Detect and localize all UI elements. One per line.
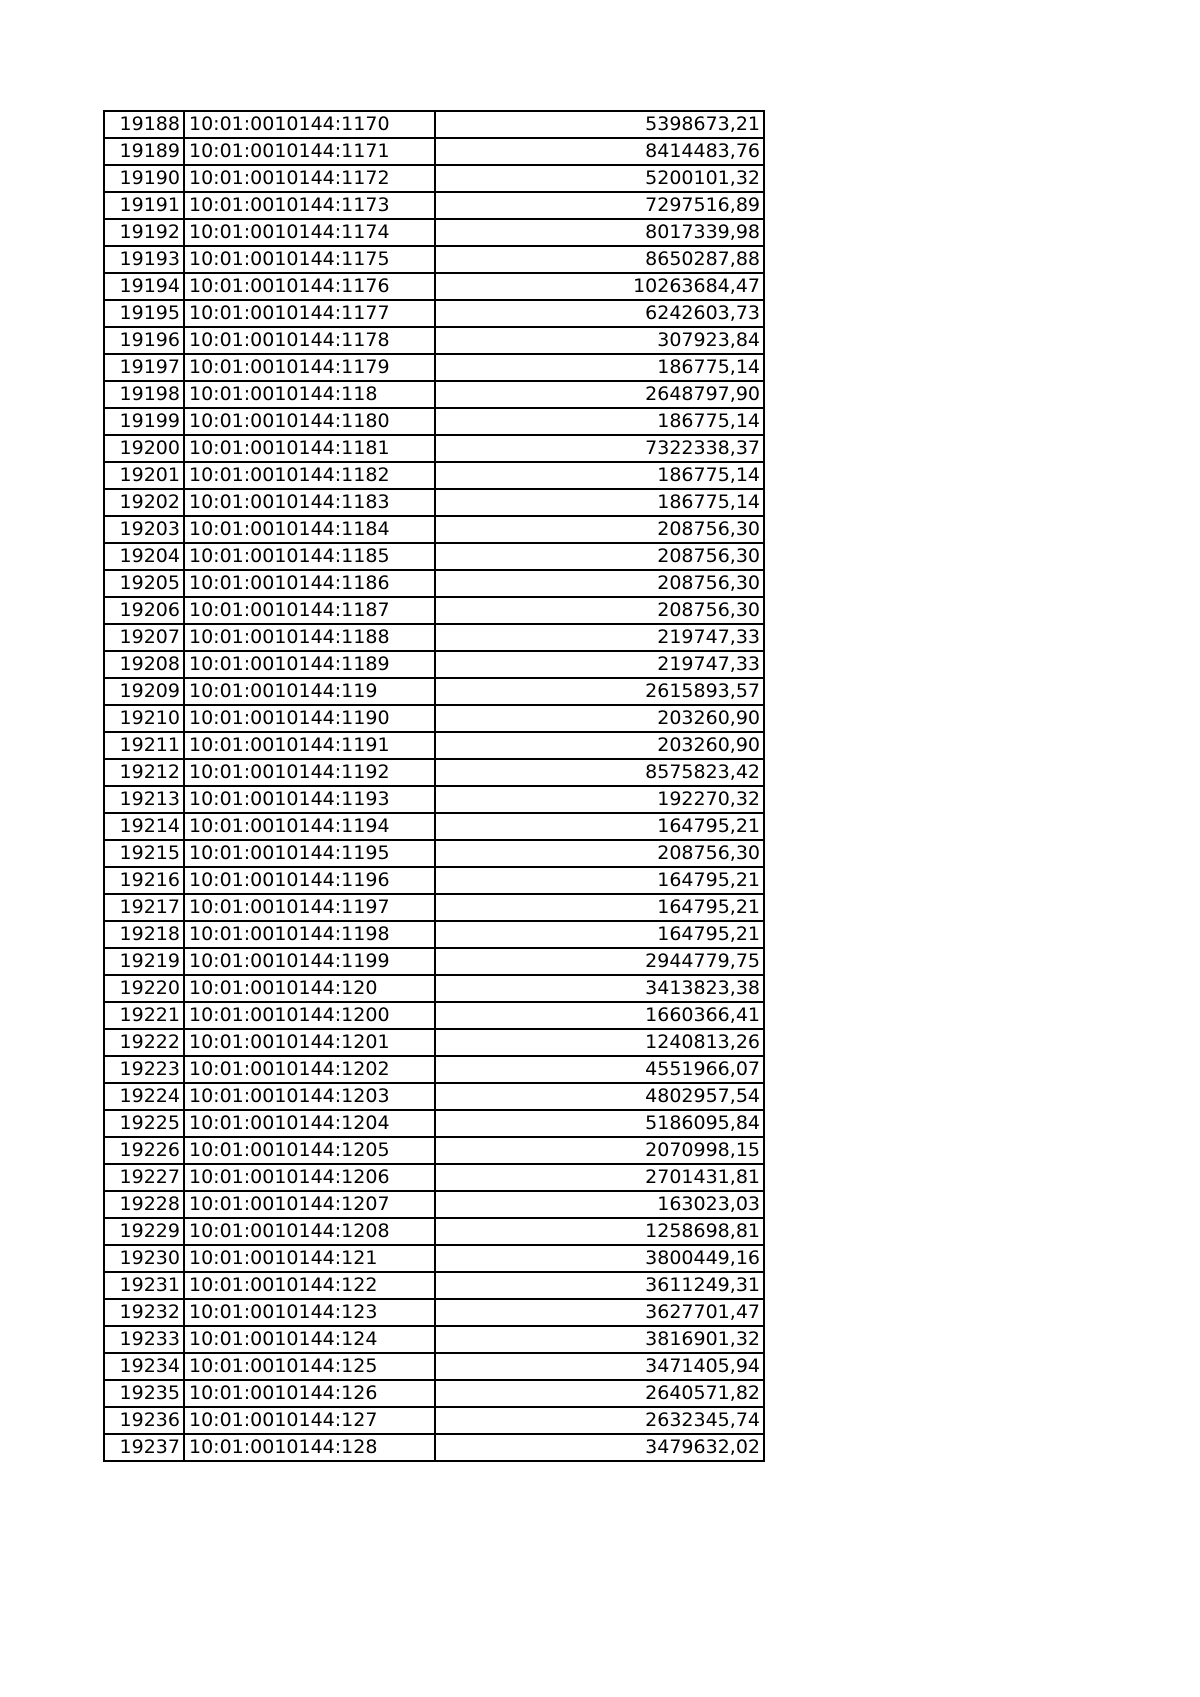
row-number-cell: 19195 [104, 300, 184, 327]
value-cell: 8414483,76 [435, 138, 764, 165]
value-cell: 8575823,42 [435, 759, 764, 786]
row-number-cell: 19223 [104, 1056, 184, 1083]
cadastral-number-cell: 10:01:0010144:1193 [184, 786, 435, 813]
row-number-cell: 19188 [104, 111, 184, 138]
row-number-cell: 19228 [104, 1191, 184, 1218]
value-cell: 7322338,37 [435, 435, 764, 462]
table-row [104, 867, 764, 894]
cadastral-number-cell: 10:01:0010144:1171 [184, 138, 435, 165]
cadastral-number-cell: 10:01:0010144:123 [184, 1299, 435, 1326]
table-row [104, 1218, 764, 1245]
row-number-cell: 19192 [104, 219, 184, 246]
row-number-cell: 19212 [104, 759, 184, 786]
table-row [104, 246, 764, 273]
cadastral-number-cell: 10:01:0010144:1204 [184, 1110, 435, 1137]
table-row [104, 1299, 764, 1326]
value-cell: 307923,84 [435, 327, 764, 354]
table-row [104, 1164, 764, 1191]
table-row [104, 894, 764, 921]
value-cell: 4802957,54 [435, 1083, 764, 1110]
row-number-cell: 19225 [104, 1110, 184, 1137]
value-cell: 164795,21 [435, 921, 764, 948]
table-row [104, 597, 764, 624]
table-row [104, 1245, 764, 1272]
cadastral-number-cell: 10:01:0010144:1207 [184, 1191, 435, 1218]
row-number-cell: 19229 [104, 1218, 184, 1245]
value-cell: 219747,33 [435, 624, 764, 651]
cadastral-number-cell: 10:01:0010144:126 [184, 1380, 435, 1407]
table-row [104, 1434, 764, 1461]
cadastral-number-cell: 10:01:0010144:118 [184, 381, 435, 408]
cadastral-number-cell: 10:01:0010144:1201 [184, 1029, 435, 1056]
table-row [104, 381, 764, 408]
cadastral-number-cell: 10:01:0010144:1208 [184, 1218, 435, 1245]
value-cell: 2070998,15 [435, 1137, 764, 1164]
table-row [104, 138, 764, 165]
cadastral-number-cell: 10:01:0010144:1195 [184, 840, 435, 867]
table-row [104, 1353, 764, 1380]
row-number-cell: 19205 [104, 570, 184, 597]
value-cell: 164795,21 [435, 894, 764, 921]
table-row [104, 111, 764, 138]
value-cell: 1258698,81 [435, 1218, 764, 1245]
value-cell: 5200101,32 [435, 165, 764, 192]
value-cell: 203260,90 [435, 732, 764, 759]
row-number-cell: 19206 [104, 597, 184, 624]
value-cell: 163023,03 [435, 1191, 764, 1218]
row-number-cell: 19199 [104, 408, 184, 435]
row-number-cell: 19218 [104, 921, 184, 948]
value-cell: 2615893,57 [435, 678, 764, 705]
row-number-cell: 19190 [104, 165, 184, 192]
row-number-cell: 19201 [104, 462, 184, 489]
row-number-cell: 19191 [104, 192, 184, 219]
value-cell: 3611249,31 [435, 1272, 764, 1299]
row-number-cell: 19219 [104, 948, 184, 975]
row-number-cell: 19236 [104, 1407, 184, 1434]
row-number-cell: 19217 [104, 894, 184, 921]
value-cell: 8017339,98 [435, 219, 764, 246]
value-cell: 192270,32 [435, 786, 764, 813]
value-cell: 186775,14 [435, 408, 764, 435]
row-number-cell: 19213 [104, 786, 184, 813]
cadastral-number-cell: 10:01:0010144:1172 [184, 165, 435, 192]
value-cell: 203260,90 [435, 705, 764, 732]
cadastral-number-cell: 10:01:0010144:119 [184, 678, 435, 705]
cadastral-number-cell: 10:01:0010144:1180 [184, 408, 435, 435]
value-cell: 219747,33 [435, 651, 764, 678]
cadastral-number-cell: 10:01:0010144:1196 [184, 867, 435, 894]
row-number-cell: 19211 [104, 732, 184, 759]
table-row [104, 624, 764, 651]
row-number-cell: 19222 [104, 1029, 184, 1056]
table-row [104, 435, 764, 462]
row-number-cell: 19231 [104, 1272, 184, 1299]
table-row [104, 543, 764, 570]
table-row [104, 300, 764, 327]
table-row [104, 651, 764, 678]
cadastral-number-cell: 10:01:0010144:121 [184, 1245, 435, 1272]
table-body [104, 111, 764, 1461]
row-number-cell: 19198 [104, 381, 184, 408]
value-cell: 7297516,89 [435, 192, 764, 219]
cadastral-number-cell: 10:01:0010144:1181 [184, 435, 435, 462]
value-cell: 1240813,26 [435, 1029, 764, 1056]
cadastral-number-cell: 10:01:0010144:1175 [184, 246, 435, 273]
row-number-cell: 19209 [104, 678, 184, 705]
value-cell: 3800449,16 [435, 1245, 764, 1272]
row-number-cell: 19235 [104, 1380, 184, 1407]
value-cell: 3471405,94 [435, 1353, 764, 1380]
table-row [104, 219, 764, 246]
value-cell: 164795,21 [435, 813, 764, 840]
cadastral-number-cell: 10:01:0010144:1173 [184, 192, 435, 219]
table-row [104, 759, 764, 786]
cadastral-number-cell: 10:01:0010144:1199 [184, 948, 435, 975]
table-row [104, 1326, 764, 1353]
row-number-cell: 19234 [104, 1353, 184, 1380]
table-row [104, 516, 764, 543]
cadastral-number-cell: 10:01:0010144:1184 [184, 516, 435, 543]
table-row [104, 1083, 764, 1110]
value-cell: 2701431,81 [435, 1164, 764, 1191]
row-number-cell: 19232 [104, 1299, 184, 1326]
table-row [104, 840, 764, 867]
cadastral-number-cell: 10:01:0010144:128 [184, 1434, 435, 1461]
value-cell: 208756,30 [435, 570, 764, 597]
cadastral-number-cell: 10:01:0010144:124 [184, 1326, 435, 1353]
value-cell: 5186095,84 [435, 1110, 764, 1137]
value-cell: 6242603,73 [435, 300, 764, 327]
row-number-cell: 19220 [104, 975, 184, 1002]
cadastral-number-cell: 10:01:0010144:122 [184, 1272, 435, 1299]
row-number-cell: 19197 [104, 354, 184, 381]
cadastral-number-cell: 10:01:0010144:1187 [184, 597, 435, 624]
table-row [104, 813, 764, 840]
table-row [104, 705, 764, 732]
value-cell: 208756,30 [435, 516, 764, 543]
row-number-cell: 19233 [104, 1326, 184, 1353]
table-row [104, 1407, 764, 1434]
value-cell: 208756,30 [435, 597, 764, 624]
cadastral-number-cell: 10:01:0010144:1178 [184, 327, 435, 354]
table-row [104, 489, 764, 516]
table-row [104, 1110, 764, 1137]
cadastral-number-cell: 10:01:0010144:1183 [184, 489, 435, 516]
table-row [104, 786, 764, 813]
row-number-cell: 19207 [104, 624, 184, 651]
row-number-cell: 19230 [104, 1245, 184, 1272]
cadastral-number-cell: 10:01:0010144:1182 [184, 462, 435, 489]
value-cell: 208756,30 [435, 543, 764, 570]
row-number-cell: 19189 [104, 138, 184, 165]
cadastral-number-cell: 10:01:0010144:1176 [184, 273, 435, 300]
cadastral-number-cell: 10:01:0010144:1200 [184, 1002, 435, 1029]
row-number-cell: 19227 [104, 1164, 184, 1191]
row-number-cell: 19215 [104, 840, 184, 867]
value-cell: 1660366,41 [435, 1002, 764, 1029]
cadastral-number-cell: 10:01:0010144:1190 [184, 705, 435, 732]
row-number-cell: 19194 [104, 273, 184, 300]
cadastral-number-cell: 10:01:0010144:1202 [184, 1056, 435, 1083]
row-number-cell: 19221 [104, 1002, 184, 1029]
cadastral-number-cell: 10:01:0010144:1189 [184, 651, 435, 678]
cadastre-table [103, 110, 765, 1462]
table-row [104, 354, 764, 381]
value-cell: 5398673,21 [435, 111, 764, 138]
table-row [104, 1002, 764, 1029]
row-number-cell: 19208 [104, 651, 184, 678]
table-row [104, 462, 764, 489]
value-cell: 8650287,88 [435, 246, 764, 273]
row-number-cell: 19202 [104, 489, 184, 516]
row-number-cell: 19204 [104, 543, 184, 570]
table-row [104, 1380, 764, 1407]
value-cell: 2944779,75 [435, 948, 764, 975]
cadastral-number-cell: 10:01:0010144:1179 [184, 354, 435, 381]
row-number-cell: 19210 [104, 705, 184, 732]
cadastral-number-cell: 10:01:0010144:1177 [184, 300, 435, 327]
table-row [104, 408, 764, 435]
value-cell: 186775,14 [435, 462, 764, 489]
cadastral-number-cell: 10:01:0010144:1194 [184, 813, 435, 840]
value-cell: 4551966,07 [435, 1056, 764, 1083]
table-row [104, 273, 764, 300]
table-row [104, 1191, 764, 1218]
row-number-cell: 19214 [104, 813, 184, 840]
table-row [104, 1029, 764, 1056]
cadastral-number-cell: 10:01:0010144:1191 [184, 732, 435, 759]
table-row [104, 327, 764, 354]
value-cell: 186775,14 [435, 489, 764, 516]
value-cell: 3627701,47 [435, 1299, 764, 1326]
value-cell: 3479632,02 [435, 1434, 764, 1461]
table-row [104, 1272, 764, 1299]
row-number-cell: 19203 [104, 516, 184, 543]
table-row [104, 921, 764, 948]
cadastral-number-cell: 10:01:0010144:1205 [184, 1137, 435, 1164]
table-row [104, 678, 764, 705]
row-number-cell: 19193 [104, 246, 184, 273]
value-cell: 164795,21 [435, 867, 764, 894]
cadastral-number-cell: 10:01:0010144:1203 [184, 1083, 435, 1110]
table-row [104, 732, 764, 759]
value-cell: 10263684,47 [435, 273, 764, 300]
cadastral-number-cell: 10:01:0010144:1170 [184, 111, 435, 138]
row-number-cell: 19226 [104, 1137, 184, 1164]
row-number-cell: 19216 [104, 867, 184, 894]
value-cell: 186775,14 [435, 354, 764, 381]
row-number-cell: 19237 [104, 1434, 184, 1461]
row-number-cell: 19196 [104, 327, 184, 354]
cadastral-number-cell: 10:01:0010144:127 [184, 1407, 435, 1434]
value-cell: 2632345,74 [435, 1407, 764, 1434]
table-row [104, 1137, 764, 1164]
row-number-cell: 19200 [104, 435, 184, 462]
table-row [104, 975, 764, 1002]
table-row [104, 570, 764, 597]
cadastral-number-cell: 10:01:0010144:1186 [184, 570, 435, 597]
cadastral-number-cell: 10:01:0010144:120 [184, 975, 435, 1002]
value-cell: 2648797,90 [435, 381, 764, 408]
value-cell: 3816901,32 [435, 1326, 764, 1353]
cadastral-number-cell: 10:01:0010144:1185 [184, 543, 435, 570]
cadastral-number-cell: 10:01:0010144:1188 [184, 624, 435, 651]
table-row [104, 192, 764, 219]
cadastral-number-cell: 10:01:0010144:1197 [184, 894, 435, 921]
table-row [104, 948, 764, 975]
value-cell: 3413823,38 [435, 975, 764, 1002]
cadastral-number-cell: 10:01:0010144:1192 [184, 759, 435, 786]
table-row [104, 1056, 764, 1083]
value-cell: 2640571,82 [435, 1380, 764, 1407]
row-number-cell: 19224 [104, 1083, 184, 1110]
table-row [104, 165, 764, 192]
cadastral-number-cell: 10:01:0010144:1206 [184, 1164, 435, 1191]
cadastral-number-cell: 10:01:0010144:1198 [184, 921, 435, 948]
value-cell: 208756,30 [435, 840, 764, 867]
cadastral-number-cell: 10:01:0010144:125 [184, 1353, 435, 1380]
cadastral-number-cell: 10:01:0010144:1174 [184, 219, 435, 246]
